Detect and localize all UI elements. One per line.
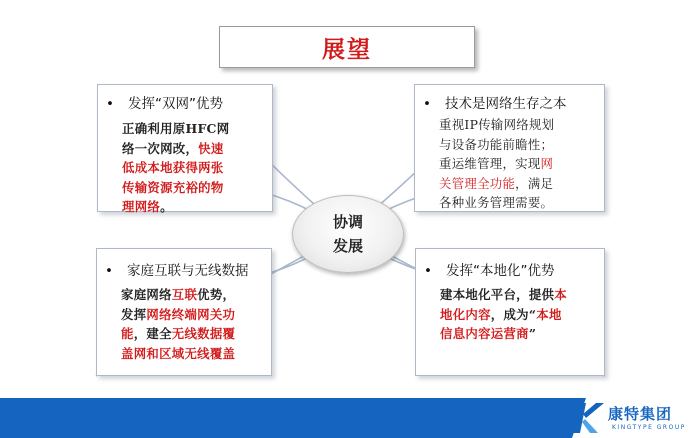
card-home-wireless <box>96 248 272 376</box>
emphasis-text: 无线数据覆 <box>171 326 236 341</box>
center-line-1: 协调 <box>332 213 363 231</box>
bullet: • <box>424 263 432 279</box>
body-line <box>121 324 235 344</box>
body-line <box>121 285 235 305</box>
card-body <box>122 119 229 217</box>
page-title: 展望 <box>322 36 372 63</box>
emphasis-text: 本 <box>554 287 567 302</box>
body-line <box>439 135 554 155</box>
logo-k-icon <box>572 400 606 436</box>
emphasis-text: 理网络 <box>122 199 161 214</box>
emphasis-text: 信息内容运营商 <box>440 326 529 341</box>
logo-name-cn: 康特集团 <box>608 405 673 423</box>
body-line <box>440 324 567 344</box>
body-text: 各种业务管理需要。 <box>439 195 554 210</box>
center-hub <box>292 195 404 273</box>
card-dual-network <box>97 84 273 212</box>
body-text: 重视IP传输网络规划 <box>439 117 555 132</box>
card-heading-text: 技术是网络生存之本 <box>445 96 567 112</box>
emphasis-text: 低成本地获得两张 <box>122 160 224 175</box>
emphasis-text: 能 <box>121 326 134 341</box>
card-heading-text: 家庭互联与无线数据 <box>127 263 249 279</box>
card-localization <box>415 248 605 376</box>
body-line <box>121 305 235 325</box>
body-text: 络一次网改， <box>122 140 199 156</box>
logo-name-en: KINGTYPE GROUP <box>612 424 686 431</box>
emphasis-text: 盖网和区域无线覆盖 <box>121 345 236 361</box>
body-text: 建本地化平台，提供 <box>440 287 555 302</box>
body-line <box>122 119 229 139</box>
bullet: • <box>106 96 114 112</box>
body-text: ，成为“ <box>490 306 537 322</box>
emphasis-text: 传输资源充裕的物 <box>122 179 224 195</box>
card-heading <box>423 92 567 112</box>
body-text: 。 <box>160 199 173 214</box>
emphasis-text: 网 <box>540 156 554 171</box>
body-line <box>440 285 567 305</box>
body-line <box>122 197 229 217</box>
card-body <box>121 285 235 363</box>
emphasis-text: 关管理全功能 <box>439 175 516 191</box>
emphasis-text: 本地 <box>536 306 562 322</box>
body-text: ，建全 <box>133 326 172 341</box>
emphasis-text: 快速 <box>198 140 224 156</box>
emphasis-text: 网络终端网关功 <box>146 306 236 322</box>
body-text: 与设备功能前瞻性； <box>439 136 554 152</box>
body-line <box>122 178 229 198</box>
bullet: • <box>105 263 113 279</box>
body-text: 发挥 <box>121 306 147 322</box>
body-line <box>121 344 235 364</box>
emphasis-text: 互联 <box>171 287 198 302</box>
body-text: 优势， <box>197 287 236 302</box>
title-box <box>219 26 475 68</box>
center-line-2: 发展 <box>332 237 363 255</box>
emphasis-text: 地化内容 <box>440 306 491 322</box>
card-body <box>440 285 567 344</box>
card-heading <box>105 259 249 279</box>
bullet: • <box>423 96 431 112</box>
card-heading <box>424 259 555 279</box>
body-text: ，满足 <box>515 175 554 191</box>
body-line <box>439 115 554 135</box>
card-heading <box>106 92 223 112</box>
card-heading-text: 发挥“本地化”优势 <box>446 263 555 279</box>
body-line <box>122 158 229 178</box>
body-text: ” <box>528 326 537 341</box>
card-technology <box>414 84 605 212</box>
body-line <box>439 174 554 194</box>
body-text: 家庭网络 <box>121 287 172 302</box>
card-body <box>439 115 554 213</box>
body-text: 正确利用原HFC网 <box>122 121 230 136</box>
body-line <box>440 305 567 325</box>
body-line <box>439 193 554 213</box>
body-text: 重运维管理，实现 <box>439 156 541 171</box>
body-line <box>439 154 554 174</box>
card-heading-text: 发挥“双网”优势 <box>128 96 223 112</box>
body-line <box>122 139 229 159</box>
